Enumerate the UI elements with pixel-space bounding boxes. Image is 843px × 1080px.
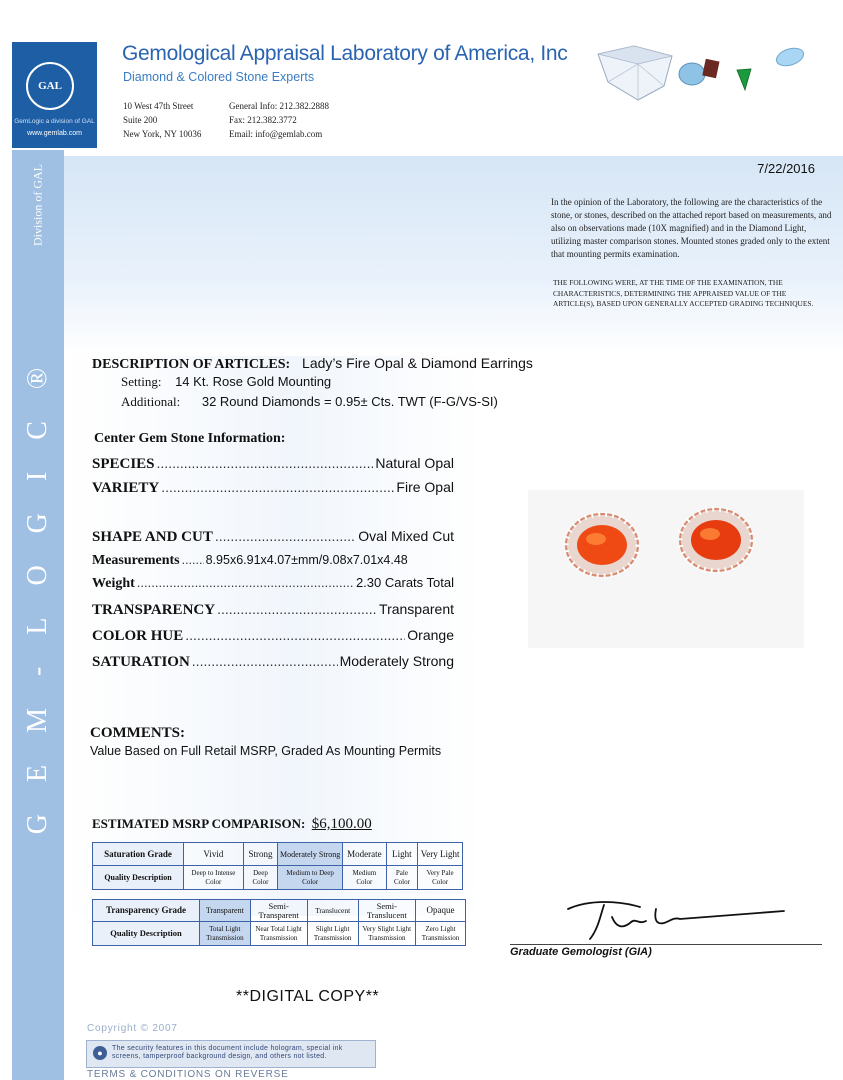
saturation-row xyxy=(92,653,454,671)
weight-row xyxy=(92,575,454,592)
color-hue-row xyxy=(92,627,454,645)
variety-label: VARIETY xyxy=(92,480,160,496)
lab-title: Gemological Appraisal Laboratory of America, Inc xyxy=(122,42,568,65)
saturation-quality-very-light: Very Pale Color xyxy=(418,866,463,890)
contact-fax: Fax: 212.382.3772 xyxy=(229,115,297,125)
measurements-value: 8.95x6.91x4.07±mm/9.08x7.01x4.48 xyxy=(205,553,408,567)
transparency-quality-semi-transparent: Near Total Light Transmission xyxy=(250,922,307,946)
transparency-quality-translucent: Slight Light Transmission xyxy=(307,922,358,946)
transparency-quality-header: Quality Description xyxy=(93,922,200,946)
shape-row xyxy=(92,528,454,546)
logo-url: www.gemlab.com xyxy=(27,130,82,137)
measurements-label: Measurements xyxy=(92,553,180,568)
logo-subtitle: GemLogic a division of GAL xyxy=(14,118,95,125)
transparency-quality-transparent: Total Light Transmission xyxy=(200,922,251,946)
transparency-row xyxy=(92,601,454,619)
strip-brand-text: GEM-LOGIC® xyxy=(22,335,53,835)
signature-line xyxy=(510,944,822,945)
saturation-quality-header: Quality Description xyxy=(93,866,184,890)
description-value: Lady’s Fire Opal & Diamond Earrings xyxy=(302,355,533,371)
weight-value: 2.30 Carats Total xyxy=(355,575,454,590)
address-line-2: Suite 200 xyxy=(123,115,158,125)
saturation-grade-moderate: Moderate xyxy=(343,843,387,866)
saturation-quality-vivid: Deep to Intense Color xyxy=(184,866,244,890)
saturation-quality-moderate: Medium Color xyxy=(343,866,387,890)
saturation-grade-light: Light xyxy=(386,843,418,866)
transparency-value: Transparent xyxy=(379,601,454,617)
saturation-quality-moderately-strong: Medium to Deep Color xyxy=(278,866,343,890)
comments-value: Value Based on Full Retail MSRP, Graded As Mounting Permits xyxy=(90,744,442,758)
saturation-grade-vivid: Vivid xyxy=(184,843,244,866)
color-hue-label: COLOR HUE xyxy=(92,628,184,644)
shape-label: SHAPE AND CUT xyxy=(92,529,213,545)
description-row xyxy=(92,355,533,373)
gemstones-image xyxy=(594,40,814,110)
measurements-row xyxy=(92,553,454,569)
msrp-label: ESTIMATED MSRP COMPARISON: xyxy=(92,816,306,831)
variety-value: Fire Opal xyxy=(396,479,454,495)
variety-row xyxy=(92,479,454,497)
saturation-grade-table xyxy=(92,842,463,890)
additional-row xyxy=(121,394,498,410)
species-row xyxy=(92,455,454,473)
copyright-text: Copyright © 2007 xyxy=(87,1023,178,1034)
weight-label: Weight xyxy=(92,576,135,591)
strip-division-text: Division of GAL xyxy=(30,164,45,246)
following-text: THE FOLLOWING WERE, AT THE TIME OF THE EXAMINATION, THE CHARACTERISTICS, DETERMINING THE APPRAISED VALUE OF THE ARTICLE(S), BASED UPON GENERALLY ACCEPTED GRADING TECHNIQUES. xyxy=(553,278,814,308)
transparency-grade-semi-translucent: Semi-Translucent xyxy=(358,900,415,922)
earrings-photo xyxy=(528,490,804,648)
saturation-grade-header: Saturation Grade xyxy=(93,843,184,866)
contact-email: Email: info@gemlab.com xyxy=(229,129,323,139)
transparency-grade-opaque: Opaque xyxy=(415,900,465,922)
saturation-quality-light: Pale Color xyxy=(386,866,418,890)
species-value: Natural Opal xyxy=(375,455,454,471)
contact-phone: General Info: 212.382.2888 xyxy=(229,101,329,111)
saturation-value: Moderately Strong xyxy=(339,653,454,669)
terms-link[interactable]: TERMS & CONDITIONS ON REVERSE xyxy=(87,1069,289,1080)
color-hue-value: Orange xyxy=(407,627,454,643)
lab-subtitle: Diamond & Colored Stone Experts xyxy=(123,70,315,84)
transparency-grade-header: Transparency Grade xyxy=(93,900,200,922)
msrp-value: $6,100.00 xyxy=(311,816,372,832)
gal-logo-seal: GAL xyxy=(26,62,74,110)
msrp-row xyxy=(92,815,372,833)
saturation-grade-very-light: Very Light xyxy=(418,843,463,866)
description-label: DESCRIPTION OF ARTICLES: xyxy=(92,357,291,372)
security-text: The security features in this document include hologram, special ink screens, tamperproof background design, and others not listed. xyxy=(112,1045,343,1060)
transparency-label: TRANSPARENCY xyxy=(92,602,216,618)
transparency-quality-opaque: Zero Light Transmission xyxy=(415,922,465,946)
saturation-quality-strong: Deep Color xyxy=(243,866,277,890)
transparency-grade-translucent: Translucent xyxy=(307,900,358,922)
transparency-grade-table xyxy=(92,899,466,946)
signature xyxy=(560,895,790,945)
center-gem-heading: Center Gem Stone Information: xyxy=(94,431,286,446)
setting-value: 14 Kt. Rose Gold Mounting xyxy=(175,374,332,389)
setting-row xyxy=(121,374,331,390)
security-seal-icon: ● xyxy=(93,1046,107,1060)
transparency-quality-semi-translucent: Very Slight Light Transmission xyxy=(358,922,415,946)
additional-label: Additional: xyxy=(121,394,181,409)
setting-label: Setting: xyxy=(121,374,162,389)
address-line-1: 10 West 47th Street xyxy=(123,101,194,111)
saturation-grade-moderately-strong: Moderately Strong xyxy=(278,843,343,866)
opinion-text: In the opinion of the Laboratory, the following are the characteristics of the stone, or stones, described on the attached report based on measurements, and also on observations made (10X magnified) and in the Diamond Light, utilizing master comparison stones. Mounted stones graded only to the extent that mounting permits examination. xyxy=(551,197,832,259)
saturation-grade-strong: Strong xyxy=(243,843,277,866)
report-date: 7/22/2016 xyxy=(757,161,815,176)
transparency-grade-semi-transparent: Semi-Transparent xyxy=(250,900,307,922)
digital-copy-label: **DIGITAL COPY** xyxy=(236,988,380,1005)
signature-title: Graduate Gemologist (GIA) xyxy=(510,946,652,958)
saturation-label: SATURATION xyxy=(92,654,190,670)
transparency-grade-transparent: Transparent xyxy=(200,900,251,922)
shape-value: Oval Mixed Cut xyxy=(358,528,454,544)
species-label: SPECIES xyxy=(92,456,155,472)
additional-value: 32 Round Diamonds = 0.95± Cts. TWT (F-G/VS-SI) xyxy=(201,394,498,409)
address-line-3: New York, NY 10036 xyxy=(123,129,202,139)
comments-label: COMMENTS: xyxy=(90,725,185,741)
